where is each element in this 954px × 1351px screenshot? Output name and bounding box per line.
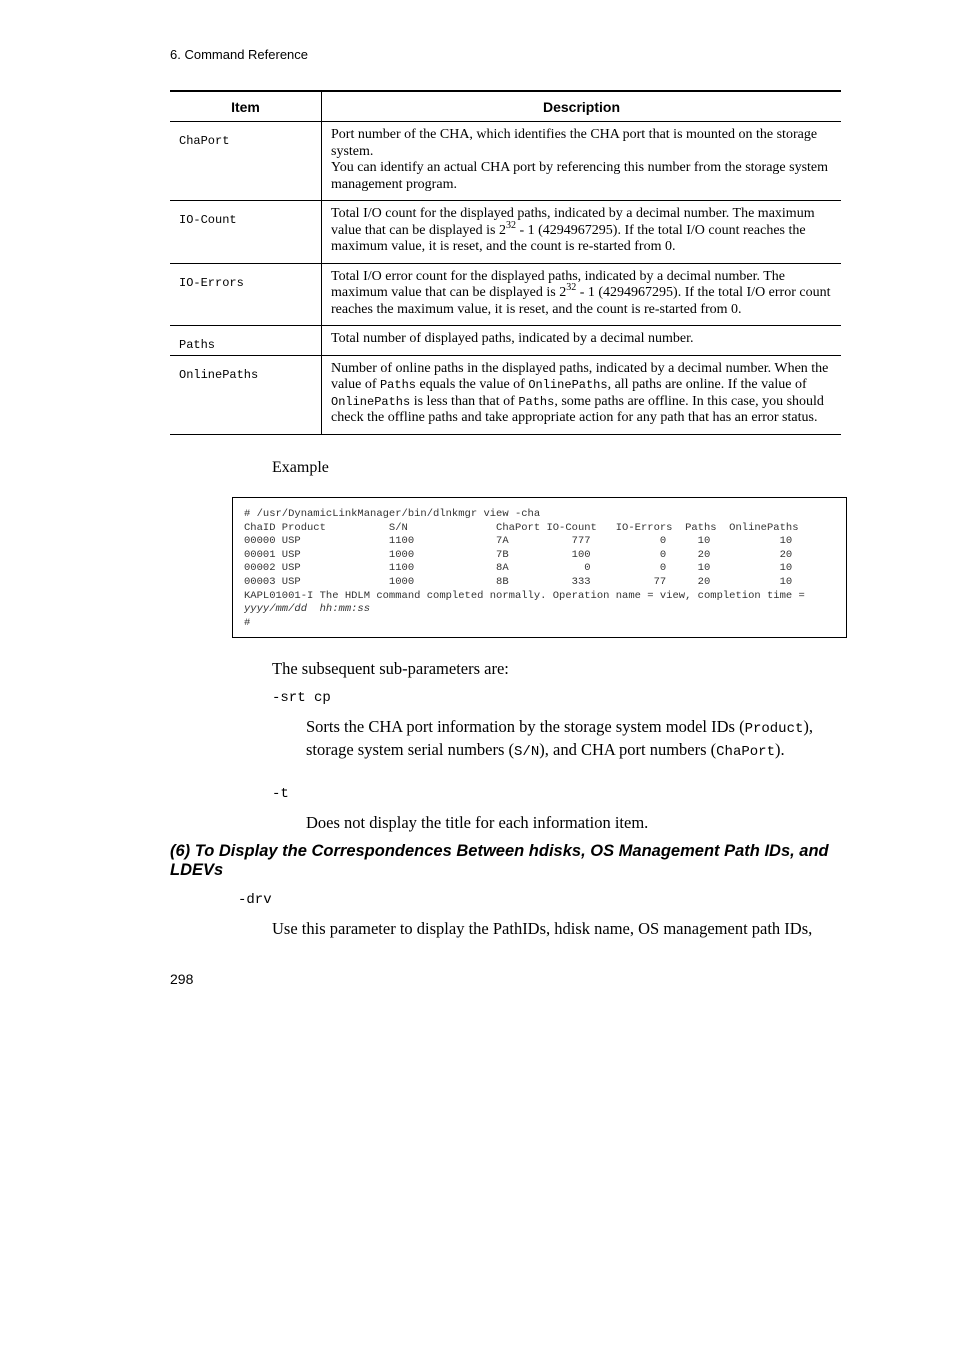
code-column-headers: ChaID Product S/N ChaPort IO-Count IO-Errors Paths OnlinePaths: [244, 521, 799, 534]
description-text: Sorts the CHA port information by the storage system model IDs (: [306, 717, 745, 736]
table-header-row: [170, 91, 841, 122]
table-row: [170, 122, 841, 201]
code-time-format: yyyy/mm/dd hh:mm:ss: [244, 603, 371, 616]
item-cell: Paths: [170, 326, 322, 356]
superscript-exponent: 32: [566, 282, 577, 293]
param-srt-description: [306, 717, 841, 762]
example-code-box: [232, 497, 847, 638]
description-text: - 1 (4294967295). If the total I/O error count reaches the maximum value, it is reset, and the count is re-started from 0.: [331, 285, 831, 317]
column-header-item: Item: [170, 91, 322, 122]
inline-code: S/N: [514, 743, 540, 760]
description-text: Total I/O error count for the displayed paths, indicated by a decimal number. The maximum value that can be displayed is 2: [331, 268, 786, 300]
section-heading: (6) To Display the Correspondences Between hdisks, OS Management Path IDs, and LDEVs: [170, 842, 829, 879]
table-row: [170, 201, 841, 264]
description-text: Total I/O count for the displayed paths, indicated by a decimal number. The maximum value that can be displayed is 2: [331, 206, 815, 238]
table-row: [170, 355, 841, 434]
item-cell: OnlinePaths: [170, 355, 322, 434]
column-header-description: Description: [322, 91, 842, 122]
description-text: is less than that of: [410, 393, 519, 409]
description-text: , some paths are offline. In this case, you should check the offline paths and take appropriate action for any path that has an error status.: [331, 393, 824, 425]
inline-code: ChaPort: [716, 743, 775, 760]
description-text: equals the value of: [416, 377, 529, 392]
code-message: KAPL01001-I The HDLM command completed normally. Operation name = view, completion time =: [244, 589, 805, 602]
description-cell: [322, 201, 842, 264]
param-srt-cp: -srt cp: [272, 690, 331, 706]
description-line: You can identify an actual CHA port by referencing this number from the storage system management program.: [331, 160, 829, 192]
page-number: 298: [170, 971, 194, 987]
code-block: [244, 508, 805, 630]
param-drv-description: Use this parameter to display the PathIDs, hdisk name, OS management path IDs,: [272, 919, 813, 938]
description-text: ).: [774, 739, 785, 759]
description-text: ), storage system serial numbers (: [306, 717, 814, 759]
subparams-intro: The subsequent sub-parameters are:: [272, 659, 509, 678]
table-row: [170, 263, 841, 326]
description-text: - 1 (4294967295). If the total I/O count reaches the maximum value, it is reset, and the count is re-started from 0.: [331, 222, 806, 254]
superscript-exponent: 32: [505, 219, 516, 231]
item-cell: IO-Errors: [170, 263, 322, 326]
inline-code: OnlinePaths: [528, 378, 608, 392]
code-row: 00000 USP 1100 7A 777 0 10 10: [244, 535, 793, 548]
item-cell: ChaPort: [170, 122, 322, 201]
item-cell: IO-Count: [170, 201, 322, 264]
running-head: 6. Command Reference: [170, 47, 309, 62]
description-cell: [322, 263, 842, 326]
inline-code: Paths: [379, 378, 416, 392]
param-t-description: Does not display the title for each information item.: [306, 813, 649, 832]
param-drv: -drv: [238, 892, 272, 908]
inline-code: Paths: [518, 394, 555, 409]
example-label: Example: [272, 459, 329, 476]
code-row: 00003 USP 1000 8B 333 77 20 10: [244, 575, 793, 588]
inline-code: OnlinePaths: [331, 394, 411, 409]
description-text: , all paths are online. If the value of: [607, 377, 807, 392]
description-line: Port number of the CHA, which identifies the CHA port that is mounted on the storage system.: [331, 127, 818, 159]
table-row: [170, 326, 841, 356]
description-cell: [322, 122, 842, 201]
description-cell: [322, 355, 842, 434]
item-description-table: [170, 90, 841, 435]
description-cell: Total number of displayed paths, indicated by a decimal number.: [322, 326, 842, 356]
code-row: 00001 USP 1000 7B 100 0 20 20: [244, 548, 793, 561]
code-prompt: #: [244, 616, 251, 629]
param-t: -t: [272, 786, 289, 802]
description-text: ), and CHA port numbers (: [539, 739, 717, 759]
description-text: Number of online paths in the displayed paths, indicated by a decimal number. When the value of: [331, 360, 829, 392]
code-row: 00002 USP 1100 8A 0 0 10 10: [244, 562, 793, 575]
inline-code: Product: [744, 721, 804, 737]
code-command: # /usr/DynamicLinkManager/bin/dlnkmgr view -cha: [244, 508, 541, 520]
